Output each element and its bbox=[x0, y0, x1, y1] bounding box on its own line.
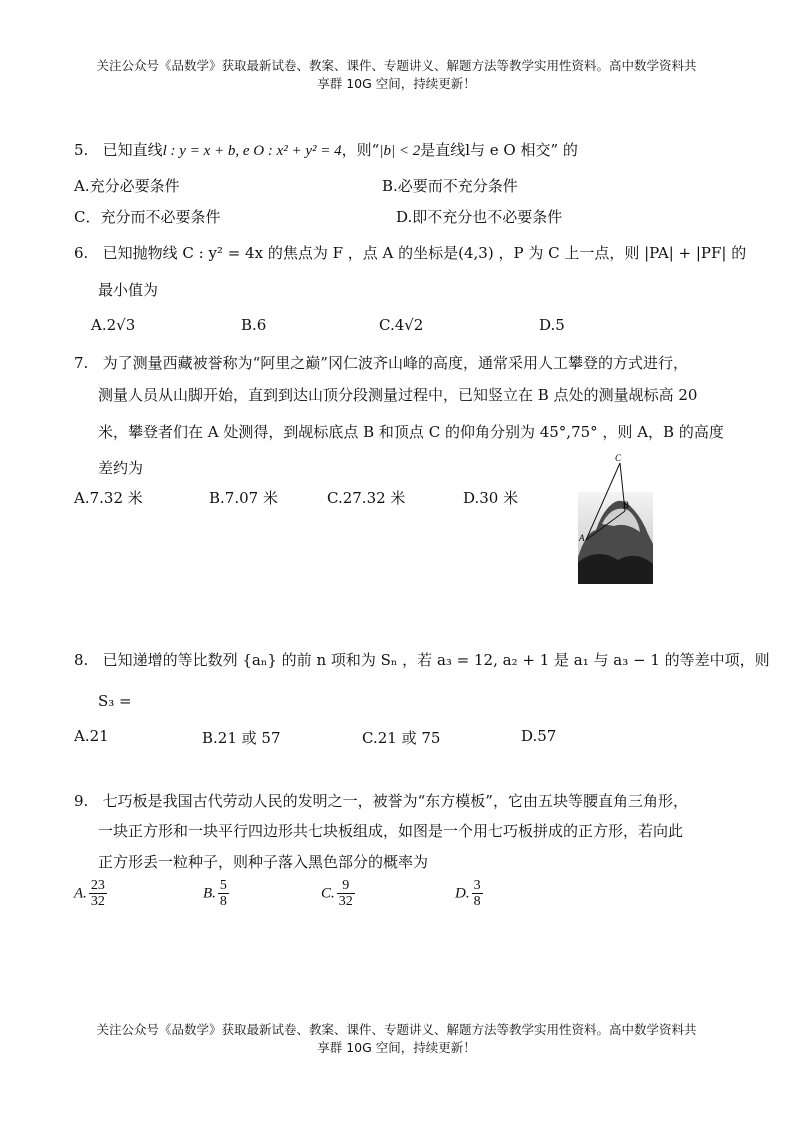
q9-option-d-denominator: 8 bbox=[473, 894, 481, 909]
q9-option-b[interactable] bbox=[203, 878, 231, 909]
q5-number: 5. bbox=[74, 141, 89, 159]
mountain-figure bbox=[578, 452, 653, 584]
q5-stem-mid: ，则“ bbox=[341, 141, 380, 159]
q7-stem-line-3: 米，攀登者们在 A 处测得，到觇标底点 B 和顶点 C 的仰角分别为 45°,75° ，则 A，B 的高度 bbox=[98, 423, 724, 441]
q9-stem-line-1 bbox=[74, 790, 688, 811]
q9-number: 9. bbox=[74, 792, 89, 810]
q6-stem-line-2: 最小值为 bbox=[98, 281, 159, 299]
q7-option-b[interactable]: B.7.07 米 bbox=[209, 489, 278, 507]
q7-option-d[interactable]: D.30 米 bbox=[463, 489, 519, 507]
q8-line-1-text: 已知递增的等比数列 {aₙ} 的前 n 项和为 Sₙ ，若 a₃ = 12, a₂ + 1 是 a₁ 与 a₃ − 1 的等差中项，则 bbox=[102, 651, 770, 669]
q9-option-c[interactable] bbox=[321, 878, 357, 909]
q7-option-a[interactable]: A.7.32 米 bbox=[74, 489, 143, 507]
label-b: B bbox=[623, 500, 629, 510]
q9-option-a[interactable] bbox=[74, 878, 109, 909]
q7-stem-line-2: 测量人员从山脚开始，直到到达山顶分段测量过程中，已知竖立在 B 点处的测量觇标高 20 bbox=[98, 386, 698, 404]
q8-option-a[interactable]: A.21 bbox=[74, 727, 109, 745]
q8-option-b[interactable]: B.21 或 57 bbox=[202, 729, 281, 747]
q6-option-d[interactable]: D.5 bbox=[539, 316, 565, 334]
q5-stem-suffix: 是直线l与 e O 相交” 的 bbox=[420, 141, 578, 159]
page-footer bbox=[40, 1021, 753, 1057]
q8-stem-line-1 bbox=[74, 649, 770, 670]
q5-condition: |b| < 2 bbox=[379, 143, 421, 159]
q8-option-d[interactable]: D.57 bbox=[521, 727, 557, 745]
q6-option-b[interactable]: B.6 bbox=[241, 316, 267, 334]
header-line-1: 关注公众号《品数学》获取最新试卷、教案、课件、专题讲义、解题方法等教学实用性资料。高中数学资料共 bbox=[96, 58, 697, 73]
label-c: C bbox=[615, 453, 622, 463]
q9-option-d-fraction bbox=[472, 878, 483, 909]
q5-line-equation: l : y = x + b, e O : x² + y² = 4 bbox=[162, 143, 342, 159]
q9-option-b-denominator: 8 bbox=[219, 894, 227, 909]
q6-number: 6. bbox=[74, 244, 89, 262]
q9-option-a-denominator: 32 bbox=[90, 894, 105, 909]
q6-option-a[interactable]: A.2√3 bbox=[91, 316, 136, 334]
q7-number: 7. bbox=[74, 354, 89, 372]
label-a: A bbox=[579, 533, 585, 543]
header-line-2: 享群 10G 空间，持续更新！ bbox=[317, 76, 476, 91]
q9-option-b-numerator: 5 bbox=[219, 878, 227, 893]
q9-line-1-text: 七巧板是我国古代劳动人民的发明之一，被誉为“东方模板”，它由五块等腰直角三角形， bbox=[102, 792, 688, 810]
q9-option-a-letter: A. bbox=[74, 885, 87, 902]
q9-option-d-numerator: 3 bbox=[473, 878, 481, 893]
q5-stem bbox=[74, 139, 578, 160]
q7-stem-line-4: 差约为 bbox=[98, 459, 144, 477]
q9-option-c-fraction bbox=[337, 878, 355, 909]
q5-stem-prefix: 已知直线 bbox=[102, 141, 163, 159]
q8-option-c[interactable]: C.21 或 75 bbox=[362, 729, 441, 747]
q7-stem-line-1 bbox=[74, 352, 688, 373]
q6-stem-line-1 bbox=[74, 242, 746, 263]
q9-option-d-letter: D. bbox=[455, 885, 470, 902]
q9-option-c-numerator: 9 bbox=[337, 878, 355, 894]
q9-stem-line-3: 正方形丢一粒种子，则种子落入黑色部分的概率为 bbox=[98, 853, 429, 871]
q9-option-c-denominator: 32 bbox=[338, 894, 353, 909]
q9-option-b-fraction bbox=[218, 878, 229, 909]
q5-option-a[interactable]: A.充分必要条件 bbox=[74, 177, 180, 195]
q7-line-1-text: 为了测量西藏被誉称为“阿里之巅”冈仁波齐山峰的高度，通常采用人工攀登的方式进行， bbox=[102, 354, 688, 372]
page-header bbox=[40, 57, 753, 93]
q7-option-c[interactable]: C.27.32 米 bbox=[327, 489, 406, 507]
q9-stem-line-2: 一块正方形和一块平行四边形共七块板组成，如图是一个用七巧板拼成的正方形，若向此 bbox=[98, 822, 684, 840]
q9-option-d[interactable] bbox=[455, 878, 485, 909]
q6-option-c[interactable]: C.4√2 bbox=[379, 316, 424, 334]
q5-option-c[interactable]: C．充分而不必要条件 bbox=[74, 208, 221, 226]
footer-line-1: 关注公众号《品数学》获取最新试卷、教案、课件、专题讲义、解题方法等教学实用性资料。高中数学资料共 bbox=[96, 1022, 697, 1037]
q8-number: 8. bbox=[74, 651, 89, 669]
footer-line-2: 享群 10G 空间，持续更新！ bbox=[317, 1040, 476, 1055]
q8-stem-line-2: S₃ = bbox=[98, 692, 132, 710]
q9-option-b-letter: B. bbox=[203, 885, 216, 902]
q5-option-b[interactable]: B.必要而不充分条件 bbox=[382, 177, 518, 195]
q6-stem-text: 已知抛物线 C : y² = 4x 的焦点为 F ，点 A 的坐标是(4,3) ，P 为 C 上一点，则 |PA| + |PF| 的 bbox=[102, 244, 747, 262]
q9-option-a-numerator: 23 bbox=[90, 878, 105, 893]
q9-option-c-letter: C. bbox=[321, 885, 335, 902]
q9-option-a-fraction bbox=[89, 878, 107, 909]
q5-option-d[interactable]: D.即不充分也不必要条件 bbox=[396, 208, 563, 226]
